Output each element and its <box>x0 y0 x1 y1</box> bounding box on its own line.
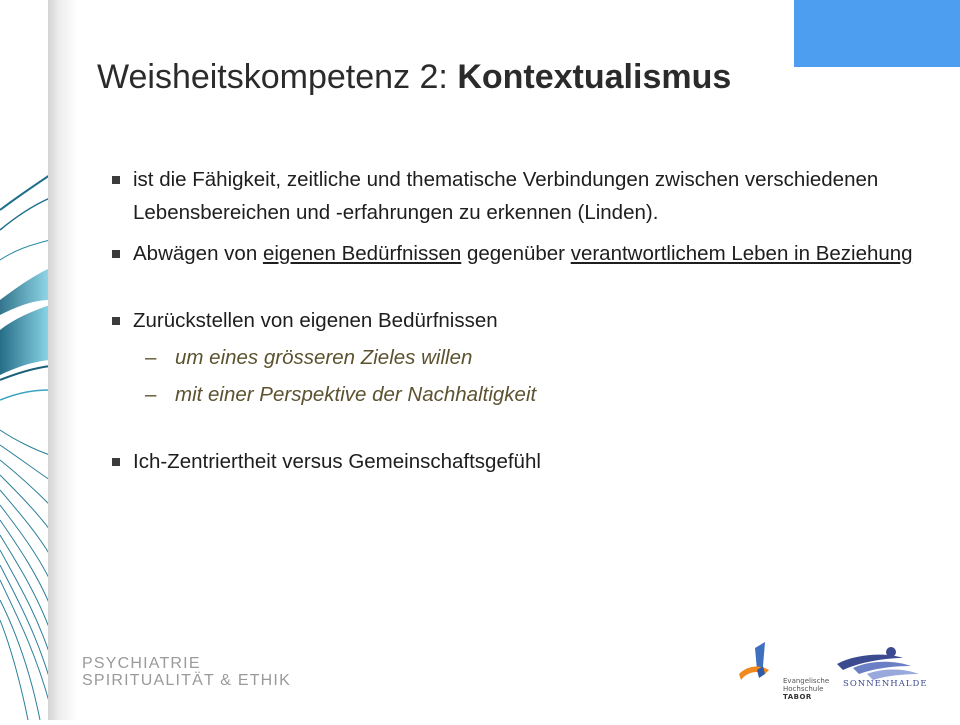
underlined-term: verantwortlichem Leben in Beziehung <box>570 242 913 265</box>
tabor-line: Evangelische <box>783 677 830 685</box>
corner-accent-block <box>794 0 960 67</box>
bullet-item <box>112 237 922 270</box>
footer-line: PSYCHIATRIE <box>82 655 201 672</box>
slide-title <box>97 58 731 97</box>
title-prefix: Weisheitskompetenz 2: <box>97 58 458 96</box>
side-shadow <box>48 0 78 720</box>
footer-series-label <box>82 655 291 689</box>
decorative-side-artwork <box>0 0 78 720</box>
bullet-text: ist die Fähigkeit, zeitliche und thematische Verbindungen zwischen verschiedenen Lebensbereichen und -erfahrungen zu erkennen (Linden). <box>133 168 879 224</box>
bullet-square-icon <box>112 250 120 258</box>
tabor-logo-text <box>783 677 829 701</box>
dash-marker: – <box>145 383 157 406</box>
tabor-name: TABOR <box>783 693 812 701</box>
bullet-item <box>112 445 922 478</box>
bullet-text-part: gegenüber <box>461 242 571 265</box>
tabor-logo-icon <box>739 642 769 680</box>
bullet-text: Zurückstellen von eigenen Bedürfnissen <box>133 309 498 332</box>
tabor-line: Hochschule <box>783 685 824 693</box>
sonnenhalde-logo-icon <box>837 647 919 680</box>
bullet-square-icon <box>112 176 120 184</box>
title-bold: Kontextualismus <box>457 58 732 96</box>
underlined-term: eigenen Bedürfnissen <box>262 242 462 265</box>
footer-line: SPIRITUALITÄT & ETHIK <box>82 672 291 689</box>
bullet-square-icon <box>112 317 120 325</box>
sub-bullet-text: um eines grösseren Zieles willen <box>175 346 473 369</box>
sub-bullet-text: mit einer Perspektive der Nachhaltigkeit <box>175 383 537 406</box>
sub-bullet-item <box>112 341 922 374</box>
bullet-square-icon <box>112 458 120 466</box>
bullet-text-part: Abwägen von <box>133 242 263 265</box>
sonnenhalde-logo-text: SONNENHALDE <box>843 679 928 689</box>
sub-bullet-item <box>112 378 922 411</box>
bullet-item <box>112 304 922 337</box>
dash-marker: – <box>145 346 157 369</box>
bullet-text: Ich-Zentriertheit versus Gemeinschaftsgefühl <box>133 450 541 473</box>
bullet-text <box>133 242 913 265</box>
slide-content <box>112 163 922 478</box>
bullet-item <box>112 163 922 229</box>
logos-area <box>735 640 935 720</box>
